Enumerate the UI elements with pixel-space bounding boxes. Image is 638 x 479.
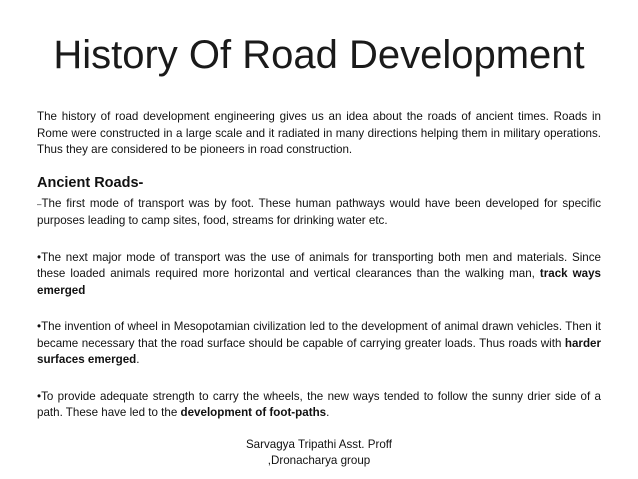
slide-title: History Of Road Development <box>53 33 585 77</box>
bullet-bold-text: harder surfaces emerged <box>37 336 601 366</box>
affiliation-line: ,Dronacharya group <box>267 454 371 467</box>
bullet-text: The invention of wheel in Mesopotamian civilization led to the development of animal drawn vehicles. Then it became necessary that the road surface should be capable of carrying greater loads. Thus roads with <box>37 320 601 350</box>
bullet-text: To provide adequate strength to carry the wheels, the new ways tended to follow the sunny drier side of a path. These have led to the <box>37 389 601 419</box>
bullet-bold-text: development of foot-paths <box>180 406 327 419</box>
intro-paragraph: The history of road development engineering gives us an idea about the roads of ancient times. Roads in Rome were constructed in a large scale and it radiated in many directions helping them in military operations. Thus they are considered to be pioneers in road construction. <box>37 110 601 156</box>
author-line: Sarvagya Tripathi Asst. Proff <box>245 438 393 451</box>
bullet-text: The next major mode of transport was the use of animals for transporting both men and materials. Since these loaded animals required more horizontal and vertical clearances than the walking man, <box>37 250 601 280</box>
bullet-item <box>37 250 601 300</box>
bullet-marker: • <box>37 389 42 403</box>
section-heading: Ancient Roads- <box>37 174 144 191</box>
bullet-item <box>37 196 601 230</box>
bullet-text: The first mode of transport was by foot. These human pathways would have been developed for specific purposes leading to camp sites, food, streams for drinking water etc. <box>37 196 601 227</box>
slide-body <box>37 109 601 442</box>
bullet-marker: • <box>37 320 42 333</box>
bullet-bold-text: track ways emerged <box>37 267 601 297</box>
bullet-tail: . <box>326 406 330 419</box>
bullet-item <box>37 389 601 422</box>
bullet-tail: . <box>136 353 140 366</box>
bullet-marker: – <box>37 199 42 209</box>
slide-footer <box>199 437 439 469</box>
bullet-marker: • <box>37 250 42 264</box>
bullet-item <box>37 319 601 369</box>
